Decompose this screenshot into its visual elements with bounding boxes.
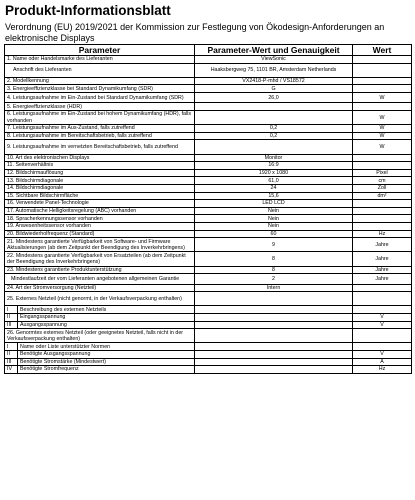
parameter-cell: 8. Leistungsaufnahme im Bereitschaftsbetrieb, falls zutreffend	[5, 132, 195, 140]
unit-cell	[353, 207, 412, 215]
parameter-cell: Benötigte Ausgangsspannung	[18, 350, 195, 358]
parameter-cell: 23. Mindestens garantierte Produktunterstützung	[5, 266, 195, 274]
parameter-cell: 16. Verwendete Panel-Technologie	[5, 200, 195, 208]
unit-cell	[353, 162, 412, 170]
unit-cell: V	[353, 350, 412, 358]
table-row	[5, 329, 412, 343]
table-row	[5, 154, 412, 162]
parameter-cell: 1. Name oder Handelsmarke des Lieferanten	[5, 56, 195, 64]
parameter-cell: 7. Leistungsaufnahme im Aus-Zustand, falls zutreffend	[5, 125, 195, 133]
parameter-cell: Mindestlaufzeit der vom Lieferanten angebotenen allgemeinen Garantie	[5, 274, 195, 285]
table-row	[5, 63, 412, 77]
parameter-cell: 18. Spracherkennungssensor vorhanden	[5, 215, 195, 223]
value-cell: Intern	[195, 284, 353, 292]
unit-cell	[353, 85, 412, 93]
parameter-cell: 17. Automatische Helligkeitsregelung (ABC) vorhanden	[5, 207, 195, 215]
table-row	[5, 358, 412, 366]
table-row	[5, 140, 412, 154]
value-cell	[195, 321, 353, 329]
value-cell	[195, 140, 353, 154]
parameter-cell: 9. Leistungsaufnahme im vernetzten Bereitschaftsbetrieb, falls zutreffend	[5, 140, 195, 154]
value-cell	[195, 314, 353, 322]
table-header-row	[5, 45, 412, 56]
table-row	[5, 169, 412, 177]
parameter-table	[4, 44, 412, 374]
value-cell: ViewSonic	[195, 56, 353, 64]
header-parameter: Parameter	[5, 45, 195, 56]
unit-cell: Hz	[353, 230, 412, 238]
unit-cell	[353, 154, 412, 162]
unit-cell: V	[353, 314, 412, 322]
unit-cell	[353, 329, 412, 343]
table-row	[5, 111, 412, 125]
parameter-cell: 5. Energieeffizienzklasse (HDR)	[5, 103, 195, 111]
parameter-cell: 25. Externes Netzteil (nicht genormt, in der Verkaufsverpackung enthalten)	[5, 292, 195, 306]
table-row	[5, 56, 412, 64]
row-numeral: II	[5, 314, 18, 322]
table-row	[5, 321, 412, 329]
value-cell: LED LCD	[195, 200, 353, 208]
value-cell: 8	[195, 266, 353, 274]
row-numeral: I	[5, 306, 18, 314]
value-cell: Haaksbergweg 75, 1101 BR, Amsterdam Netherlands	[195, 63, 353, 77]
value-cell: 1920 x 1080	[195, 169, 353, 177]
table-row	[5, 266, 412, 274]
parameter-cell: 19. Anwesenheitssensor vorhanden	[5, 222, 195, 230]
unit-cell: Pixel	[353, 169, 412, 177]
unit-cell: Jahre	[353, 266, 412, 274]
table-row	[5, 207, 412, 215]
table-row	[5, 366, 412, 374]
row-numeral: IV	[5, 366, 18, 374]
table-row	[5, 274, 412, 285]
parameter-cell: Eingangsspannung	[18, 314, 195, 322]
header-value-accuracy: Parameter-Wert und Genauigkeit	[195, 45, 353, 56]
table-row	[5, 185, 412, 193]
parameter-cell: 22. Mindestens garantierte Verfügbarkeit von Ersatzteilen (ab dem Zeitpunkt der Beendigung des Inverkehrbringens)	[5, 252, 195, 266]
unit-cell	[353, 284, 412, 292]
unit-cell	[353, 56, 412, 64]
value-cell: Nein	[195, 222, 353, 230]
table-row	[5, 343, 412, 351]
table-row	[5, 284, 412, 292]
unit-cell	[353, 222, 412, 230]
table-row	[5, 350, 412, 358]
value-cell: 24	[195, 185, 353, 193]
row-numeral: II	[5, 350, 18, 358]
unit-cell: Jahre	[353, 238, 412, 252]
unit-cell: W	[353, 111, 412, 125]
value-cell: G	[195, 85, 353, 93]
unit-cell	[353, 200, 412, 208]
value-cell: 60	[195, 230, 353, 238]
parameter-cell: 20. Bildwiederholfrequenz (Standard)	[5, 230, 195, 238]
value-cell	[195, 366, 353, 374]
value-cell: Nein	[195, 207, 353, 215]
unit-cell	[353, 63, 412, 77]
unit-cell	[353, 77, 412, 85]
value-cell	[195, 350, 353, 358]
value-cell: 26,0	[195, 92, 353, 103]
value-cell: 9	[195, 238, 353, 252]
table-row	[5, 132, 412, 140]
parameter-cell: Ausgangsspannung	[18, 321, 195, 329]
parameter-cell: Benötigte Stromfrequenz	[18, 366, 195, 374]
unit-cell: Jahre	[353, 274, 412, 285]
unit-cell: Hz	[353, 366, 412, 374]
value-cell: 0,2	[195, 125, 353, 133]
page-title: Produkt-Informationsblatt	[5, 3, 171, 18]
regulation-subtitle: Verordnung (EU) 2019/2021 der Kommission zur Festlegung von Ökodesign-Anforderungen an elektronische Displays	[5, 22, 385, 43]
value-cell: 8	[195, 252, 353, 266]
table-row	[5, 200, 412, 208]
table-row	[5, 77, 412, 85]
parameter-cell: 12. Bildschirmauflösung	[5, 169, 195, 177]
parameter-cell: 24. Art der Stromversorgung (Netzteil)	[5, 284, 195, 292]
table-row	[5, 222, 412, 230]
parameter-cell: 3. Energieeffizienzklasse bei Standard Dynamikumfang (SDR)	[5, 85, 195, 93]
unit-cell	[353, 343, 412, 351]
table-row	[5, 230, 412, 238]
parameter-cell: 13. Bildschirmdiagonale	[5, 177, 195, 185]
unit-cell: A	[353, 358, 412, 366]
parameter-cell: 6. Leistungsaufnahme im Ein-Zustand bei hohem Dynamikumfang (HDR), falls vorhanden	[5, 111, 195, 125]
unit-cell	[353, 306, 412, 314]
parameter-cell: 4. Leistungsaufnahme im Ein-Zustand bei Standard Dynamikumfang (SDR)	[5, 92, 195, 103]
unit-cell: dm²	[353, 192, 412, 200]
value-cell	[195, 103, 353, 111]
parameter-cell: Anschrift des Lieferanten	[5, 63, 195, 77]
value-cell: 0,2	[195, 132, 353, 140]
row-numeral: III	[5, 358, 18, 366]
parameter-cell: 15. Sichtbare Bildschirmfläche	[5, 192, 195, 200]
parameter-cell: 10. Art des elektronischen Displays	[5, 154, 195, 162]
value-cell	[195, 292, 353, 306]
value-cell: 2	[195, 274, 353, 285]
parameter-cell: 14. Bildschirmdiagonale	[5, 185, 195, 193]
parameter-cell: 21. Mindestens garantierte Verfügbarkeit von Software- und Firmware Aktualisierungen (ab dem Zeitpunkt der Beendigung des Inverkehrbringens)	[5, 238, 195, 252]
unit-cell	[353, 215, 412, 223]
table-row	[5, 292, 412, 306]
table-row	[5, 252, 412, 266]
unit-cell	[353, 103, 412, 111]
row-numeral: III	[5, 321, 18, 329]
value-cell: 61,0	[195, 177, 353, 185]
unit-cell: W	[353, 132, 412, 140]
unit-cell: Zoll	[353, 185, 412, 193]
parameter-cell: Benötigte Stromstärke (Mindestwert)	[18, 358, 195, 366]
table-row	[5, 306, 412, 314]
value-cell: Nein	[195, 215, 353, 223]
table-row	[5, 125, 412, 133]
parameter-cell: 11. Seitenverhältnis	[5, 162, 195, 170]
table-row	[5, 192, 412, 200]
unit-cell: Jahre	[353, 252, 412, 266]
table-row	[5, 162, 412, 170]
header-unit: Wert	[353, 45, 412, 56]
value-cell: 15,6	[195, 192, 353, 200]
unit-cell	[353, 292, 412, 306]
parameter-cell: 26. Genormtes externes Netzteil (oder geeignetes Netzteil, falls nicht in der Verkaufsverpackung enthalten)	[5, 329, 195, 343]
row-numeral: I	[5, 343, 18, 351]
value-cell	[195, 329, 353, 343]
value-cell	[195, 343, 353, 351]
table-row	[5, 215, 412, 223]
unit-cell: W	[353, 125, 412, 133]
value-cell: VX2418-P-mhd / VS18572	[195, 77, 353, 85]
parameter-cell: 2. Modellkennung	[5, 77, 195, 85]
value-cell	[195, 111, 353, 125]
value-cell	[195, 306, 353, 314]
table-row	[5, 177, 412, 185]
table-row	[5, 85, 412, 93]
parameter-cell: Beschreibung des externen Netzteils	[18, 306, 195, 314]
table-row	[5, 314, 412, 322]
parameter-cell: Name oder Liste unterstützter Normen	[18, 343, 195, 351]
unit-cell: W	[353, 140, 412, 154]
unit-cell: W	[353, 92, 412, 103]
table-row	[5, 238, 412, 252]
value-cell: Monitor	[195, 154, 353, 162]
value-cell: 16:9	[195, 162, 353, 170]
table-row	[5, 103, 412, 111]
table-row	[5, 92, 412, 103]
unit-cell: cm	[353, 177, 412, 185]
value-cell	[195, 358, 353, 366]
unit-cell: V	[353, 321, 412, 329]
